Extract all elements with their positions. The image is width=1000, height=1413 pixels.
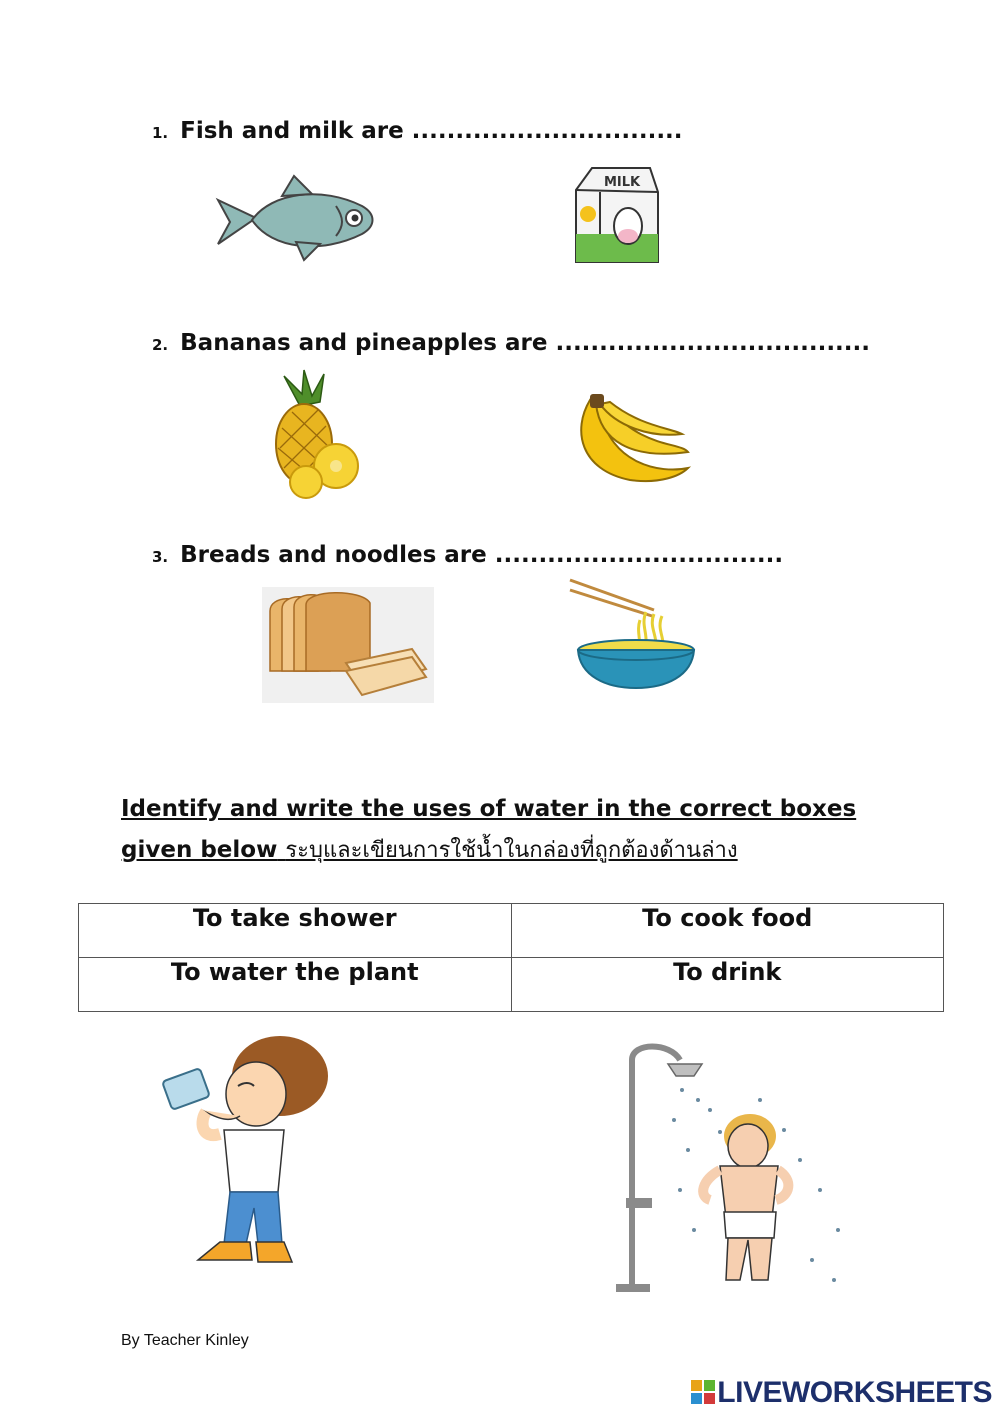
table-row (79, 904, 944, 958)
milk-label: MILK (604, 175, 641, 190)
liveworksheets-logo (691, 1376, 992, 1410)
question-3 (152, 542, 783, 568)
noodle-bowl-image (566, 576, 706, 694)
section-heading-text: given below (121, 837, 278, 863)
bread-loaf-image (262, 587, 434, 703)
question-number: 3. (152, 548, 169, 566)
table-cell: To cook food (511, 904, 944, 958)
table-cell: To water the plant (79, 958, 512, 1012)
man-taking-shower-image[interactable] (610, 1040, 860, 1294)
pineapple-image (264, 368, 364, 500)
liveworksheets-wordmark: LIVEWORKSHEETS (717, 1376, 992, 1409)
author-credit: By Teacher Kinley (121, 1332, 249, 1349)
section-heading-thai: ระบุและเขียนการใช้น้ำในกล่องที่ถูกต้องด้านล่าง (285, 838, 738, 863)
table-cell: To drink (511, 958, 944, 1012)
section-heading-line-2 (121, 832, 738, 867)
section-heading-line-1: Identify and write the uses of water in the correct boxes (121, 796, 857, 822)
question-text: Breads and noodles are ................................. (180, 542, 784, 568)
question-number: 2. (152, 336, 169, 354)
bananas-image (570, 390, 694, 490)
water-uses-table (78, 903, 944, 1012)
question-1 (152, 118, 683, 144)
boy-drinking-water-image[interactable] (160, 1030, 340, 1274)
table-row (79, 958, 944, 1012)
milk-carton-image (566, 164, 662, 268)
fish-image (212, 172, 380, 266)
question-number: 1. (152, 124, 169, 142)
question-text: Bananas and pineapples are .................................... (180, 330, 871, 356)
liveworksheets-badge-icon (691, 1380, 715, 1404)
question-2 (152, 330, 870, 356)
table-cell: To take shower (79, 904, 512, 958)
question-text: Fish and milk are ............................... (180, 118, 683, 144)
